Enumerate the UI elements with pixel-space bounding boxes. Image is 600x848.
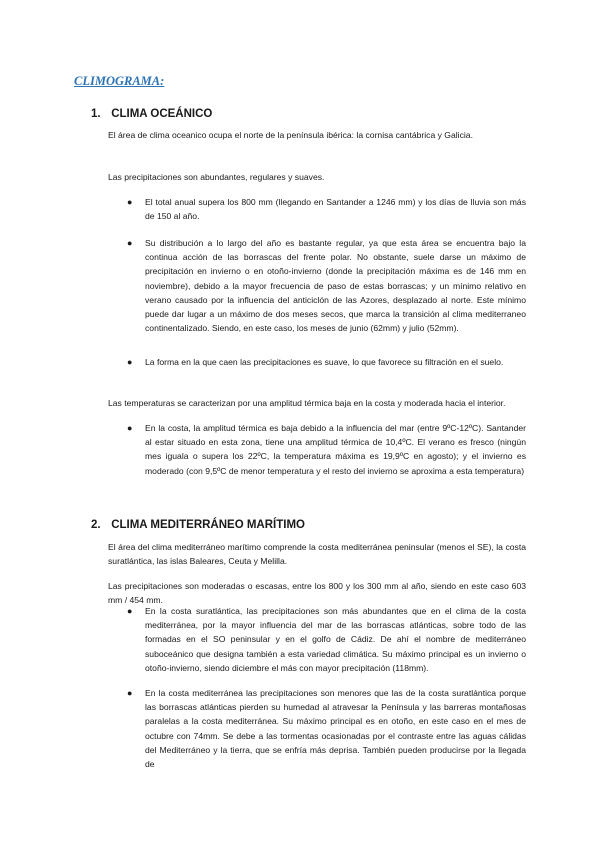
bullet-icon: ● (127, 688, 133, 698)
list-item-text: En la costa, la amplitud térmica es baja debido a la influencia del mar (entre 9ºC-12ºC). Santander al estar situado en esta zona, tiene una amplitud térmica de 10,4ºC. El verano es fresco (ningún mes iguala o supera los 22ºC, la temperatura máxima es 19,9ºC en agosto); y el invierno es moderado (con 9,5ºC de menor temperatura y el resto del invierno se aproxima a esta temperatura) (145, 423, 526, 476)
list-item-text: En la costa mediterránea las precipitaciones son menores que las de la costa suratlántica porque las borrascas atlánticas pierden su humedad al atravesar la Península y las barreras montañosas paralelas a la costa mediterránea. Su máximo principal es en otoño, en este caso en el mes de octubre con 74mm. Se debe a las tormentas ocasionadas por el contraste entre las aguas cálidas del Mediterráneo y la tierra, que se enfría más deprisa. También pueden producirse por la llegada de (145, 688, 526, 770)
bullet-icon: ● (127, 197, 133, 207)
list-item (127, 236, 526, 335)
list-item (127, 604, 526, 675)
section-heading-clima-oceanico (91, 108, 212, 120)
list-item-text: La forma en la que caen las precipitaciones es suave, lo que favorece su filtración en el suelo. (145, 357, 504, 367)
section-1-intro: El área de clima oceanico ocupa el norte de la península ibérica: la cornisa cantábrica y Galicia. (108, 130, 473, 140)
section-heading-clima-mediterraneo (91, 519, 305, 531)
bullet-icon: ● (127, 423, 133, 433)
list-item (127, 195, 526, 223)
bullet-icon: ● (127, 357, 133, 367)
section-2-precip-intro: Las precipitaciones son moderadas o escasas, entre los 800 y los 300 mm al año, siendo en este caso 603 mm / 454 mm. (108, 581, 526, 606)
list-item (127, 421, 526, 478)
bullet-icon: ● (127, 606, 133, 616)
section-2-intro: El área del clima mediterráneo marítimo comprende la costa mediterránea peninsular (menos el SE), la costa suratlántica, las islas Baleares, Ceuta y Melilla. (108, 542, 526, 567)
list-item-text: En la costa suratlántica, las precipitaciones son más abundantes que en el clima de la costa mediterránea, por la mayor influencia del mar de las borrascas atlánticas, sobre todo de las formadas en el SO peninsular y en el golfo de Cádiz. De ahí el nombre de mediterráneo suboceánico que designa también a esta variedad climática. Su máximo principal es un invierno o otoño-invierno, siendo diciembre el más con mayor precipitación (118mm). (145, 606, 526, 673)
section-1-temp-intro: Las temperaturas se caracterizan por una amplitud térmica baja en la costa y moderada hacia el interior. (108, 398, 506, 408)
list-item-text: El total anual supera los 800 mm (llegando en Santander a 1246 mm) y los días de lluvia son más de 150 al año. (145, 197, 526, 222)
section-number: 1. (91, 108, 101, 120)
bullet-icon: ● (127, 238, 133, 248)
list-item (127, 686, 526, 771)
list-item-text: Su distribución a lo largo del año es bastante regular, ya que esta área se encuentra bajo la continua acción de las borrascas del frente polar. No obstante, suele darse un máximo de precipitación en invierno o en otoño-invierno (donde la precipitación máxima es de 146 mm en noviembre), debido a la mayor frecuencia de paso de estas borrascas; y un mínimo relativo en verano causado por la influencia del anticiclón de las Azores, desplazado al norte. Este mínimo puede dar lugar a un máximo de dos meses secos, que marca la transición al clima mediterraneo continentalizado. Siendo, en este caso, los meses de junio (62mm) y julio (52mm). (145, 238, 526, 334)
document-title: CLIMOGRAMA: (74, 74, 165, 88)
section-title: CLIMA MEDITERRÁNEO MARÍTIMO (111, 519, 305, 531)
section-number: 2. (91, 519, 101, 531)
list-item (127, 355, 526, 369)
section-1-precip-intro: Las precipitaciones son abundantes, regulares y suaves. (108, 172, 325, 182)
section-title: CLIMA OCEÁNICO (111, 108, 213, 120)
